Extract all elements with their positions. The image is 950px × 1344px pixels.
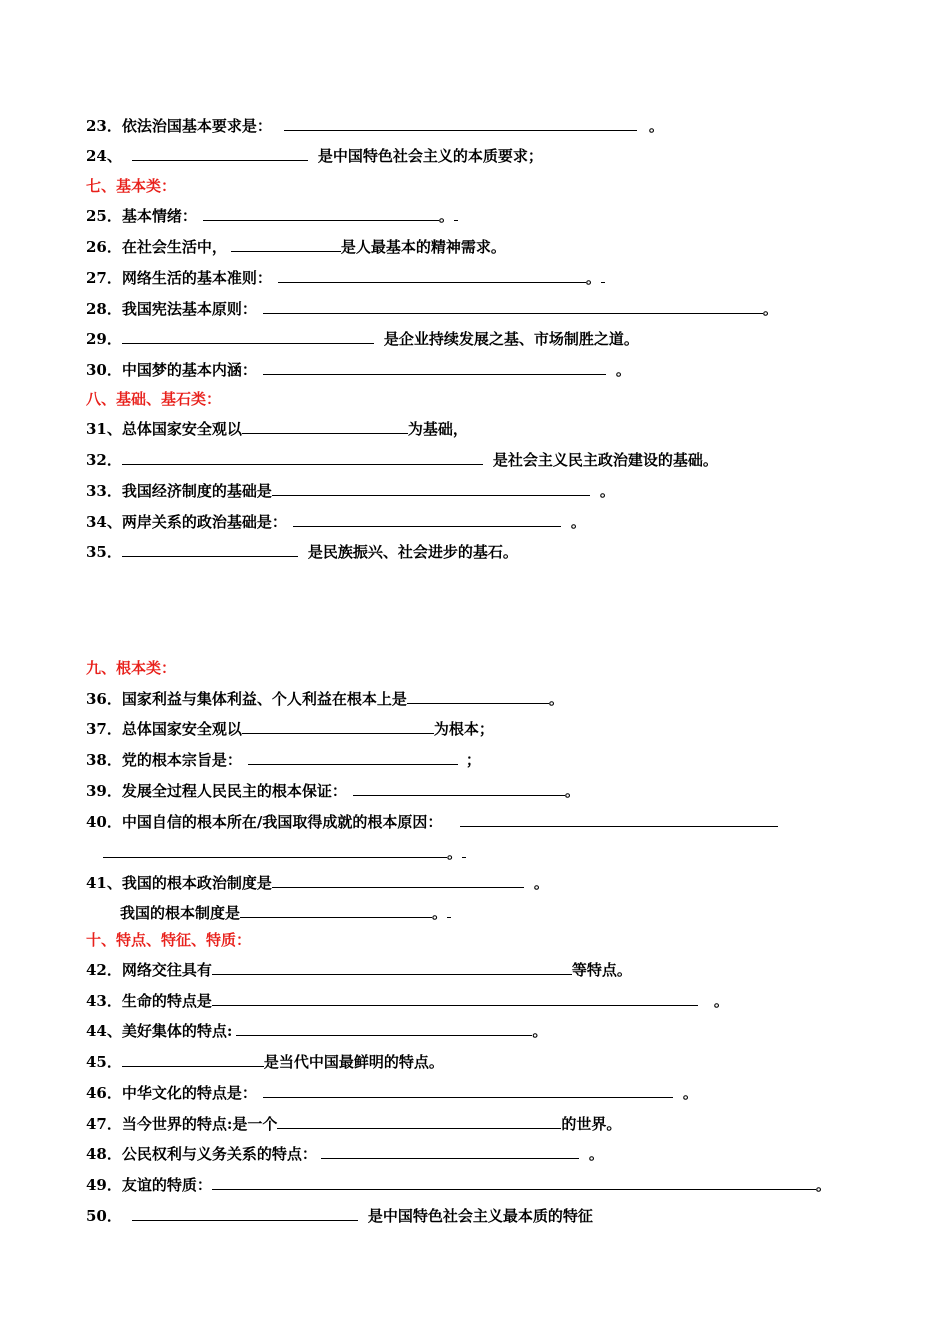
question-text: 中华文化的特点是： — [121, 1084, 257, 1102]
question-text-after: 等特点。 — [571, 961, 632, 979]
answer-blank[interactable] — [284, 115, 637, 131]
question-text-after: 。 — [599, 482, 615, 500]
question-text: 总体国家安全观以 — [121, 420, 242, 438]
question-text: 美好集体的特点: — [121, 1022, 233, 1040]
question-number: 46． — [86, 1084, 122, 1102]
question-text: 党的根本宗旨是： — [121, 751, 242, 769]
question-34 — [86, 511, 586, 532]
question-text: 在社会生活中， — [121, 238, 227, 256]
answer-blank-tail — [601, 267, 605, 283]
answer-blank[interactable] — [122, 328, 374, 344]
question-text-after: 。 — [532, 1022, 548, 1040]
question-text-after: 。 — [438, 207, 454, 225]
question-number: 34、 — [86, 513, 122, 531]
question-29 — [86, 328, 639, 349]
question-number: 29． — [86, 330, 122, 348]
question-text-after: 是民族振兴、社会进步的基石。 — [307, 543, 518, 561]
question-40-continued — [103, 842, 466, 863]
answer-blank[interactable] — [132, 1205, 358, 1221]
question-text: 网络交往具有 — [121, 961, 212, 979]
answer-blank[interactable] — [212, 990, 698, 1006]
answer-blank[interactable] — [321, 1143, 579, 1159]
question-41 — [86, 872, 549, 893]
question-39 — [86, 780, 580, 801]
question-text: 我国的根本制度是 — [120, 904, 241, 922]
section-heading-characteristics: 十、特点、特征、特质： — [86, 931, 252, 949]
answer-blank-tail — [462, 842, 466, 858]
question-47 — [86, 1113, 621, 1134]
question-text: 当今世界的特点:是一个 — [121, 1115, 278, 1133]
answer-blank[interactable] — [272, 872, 524, 888]
question-37 — [86, 718, 494, 739]
question-number: 32． — [86, 451, 122, 469]
question-text: 我国的根本政治制度是 — [121, 874, 272, 892]
question-44 — [86, 1020, 547, 1041]
question-46 — [86, 1082, 698, 1103]
question-text-after: 。 — [432, 904, 448, 922]
answer-blank[interactable] — [248, 749, 458, 765]
question-number: 23． — [86, 117, 122, 135]
question-text: 公民权利与义务关系的特点： — [121, 1145, 317, 1163]
question-number: 36． — [86, 690, 122, 708]
question-text-after: 。 — [588, 1145, 604, 1163]
question-26 — [86, 236, 506, 257]
answer-blank[interactable] — [353, 780, 565, 796]
answer-blank[interactable] — [122, 1051, 264, 1067]
answer-blank[interactable] — [263, 1082, 673, 1098]
question-number: 48． — [86, 1145, 122, 1163]
question-number: 39． — [86, 782, 122, 800]
question-text-after: 。 — [548, 690, 564, 708]
question-text-after: 。 — [615, 361, 631, 379]
question-48 — [86, 1143, 604, 1164]
question-number: 35． — [86, 543, 122, 561]
question-number: 30． — [86, 361, 122, 379]
answer-blank[interactable] — [212, 959, 572, 975]
question-text-after: 。 — [713, 992, 729, 1010]
question-45 — [86, 1051, 444, 1072]
question-number: 49． — [86, 1176, 122, 1194]
question-27 — [86, 267, 605, 288]
answer-blank[interactable] — [278, 267, 586, 283]
question-text-after: 的世界。 — [561, 1115, 622, 1133]
question-text-after: 。 — [815, 1176, 831, 1194]
question-28 — [86, 298, 778, 319]
question-text: 两岸关系的政治基础是： — [121, 513, 287, 531]
question-text: 中国自信的根本所在/我国取得成就的根本原因： — [121, 813, 443, 831]
question-38 — [86, 749, 481, 770]
question-number: 38． — [86, 751, 122, 769]
question-31 — [86, 418, 468, 439]
answer-blank[interactable] — [272, 480, 590, 496]
question-42 — [86, 959, 632, 980]
question-text-after: 是中国特色社会主义最本质的特征 — [367, 1207, 593, 1225]
question-number: 47． — [86, 1115, 122, 1133]
answer-blank[interactable] — [236, 1020, 532, 1036]
question-text-after: 。 — [447, 844, 463, 862]
answer-blank[interactable] — [203, 205, 439, 221]
question-49 — [86, 1174, 831, 1195]
answer-blank[interactable] — [122, 541, 298, 557]
answer-blank[interactable] — [460, 811, 778, 827]
question-41-sub — [120, 902, 451, 923]
answer-blank[interactable] — [132, 145, 308, 161]
answer-blank[interactable] — [407, 688, 549, 704]
question-text: 依法治国基本要求是： — [121, 117, 272, 135]
question-number: 41、 — [86, 874, 122, 892]
question-text-after: ； — [465, 751, 481, 769]
question-text-after: 。 — [533, 874, 549, 892]
question-text: 我国经济制度的基础是 — [121, 482, 272, 500]
question-text-after: 。 — [564, 782, 580, 800]
answer-blank-tail — [454, 205, 458, 221]
question-text: 总体国家安全观以 — [121, 720, 242, 738]
question-number: 28． — [86, 300, 122, 318]
question-text-after: 是企业持续发展之基、市场制胜之道。 — [383, 330, 639, 348]
question-25 — [86, 205, 458, 226]
question-text-after: 为根本； — [433, 720, 494, 738]
section-heading-basic: 七、基本类： — [86, 177, 177, 195]
question-35 — [86, 541, 518, 562]
answer-blank[interactable] — [277, 1113, 561, 1129]
question-number: 27． — [86, 269, 122, 287]
question-text: 基本情绪： — [121, 207, 197, 225]
question-number: 33． — [86, 482, 122, 500]
question-text-after: 。 — [682, 1084, 698, 1102]
question-36 — [86, 688, 564, 709]
section-heading-fundamental: 九、根本类： — [86, 659, 177, 677]
question-23 — [86, 115, 664, 136]
question-50 — [86, 1205, 593, 1226]
answer-blank[interactable] — [122, 449, 483, 465]
answer-blank[interactable] — [263, 359, 606, 375]
question-number: 37． — [86, 720, 122, 738]
question-text: 网络生活的基本准则： — [121, 269, 272, 287]
question-number: 26． — [86, 238, 122, 256]
answer-blank[interactable] — [212, 1174, 816, 1190]
question-43 — [86, 990, 729, 1011]
answer-blank[interactable] — [263, 298, 763, 314]
question-text-after: 。 — [585, 269, 601, 287]
answer-blank[interactable] — [240, 902, 432, 918]
question-text-after: 为基础， — [407, 420, 468, 438]
section-heading-foundation: 八、基础、基石类： — [86, 390, 222, 408]
question-number: 45． — [86, 1053, 122, 1071]
question-number: 25． — [86, 207, 122, 225]
question-text-after: 是当代中国最鲜明的特点。 — [263, 1053, 444, 1071]
question-number: 24、 — [86, 147, 122, 165]
question-number: 43． — [86, 992, 122, 1010]
question-text-after: 。 — [648, 117, 664, 135]
question-text: 国家利益与集体利益、个人利益在根本上是 — [121, 690, 407, 708]
answer-blank[interactable] — [242, 718, 434, 734]
answer-blank-tail — [447, 902, 451, 918]
question-30 — [86, 359, 631, 380]
question-number: 31、 — [86, 420, 122, 438]
question-text-after: 是人最基本的精神需求。 — [340, 238, 506, 256]
question-text: 生命的特点是 — [121, 992, 212, 1010]
question-text: 友谊的特质： — [121, 1176, 212, 1194]
answer-blank[interactable] — [242, 418, 408, 434]
question-text-after: 是社会主义民主政治建设的基础。 — [492, 451, 718, 469]
question-text: 我国宪法基本原则： — [121, 300, 257, 318]
answer-blank[interactable] — [293, 511, 561, 527]
question-24 — [86, 145, 543, 166]
answer-blank[interactable] — [231, 236, 341, 252]
question-number: 40． — [86, 813, 122, 831]
question-text-after: 是中国特色社会主义的本质要求； — [317, 147, 543, 165]
question-number: 44、 — [86, 1022, 122, 1040]
question-text: 发展全过程人民民主的根本保证： — [121, 782, 347, 800]
answer-blank[interactable] — [103, 842, 447, 858]
question-text-after: 。 — [570, 513, 586, 531]
question-number: 50． — [86, 1207, 122, 1225]
question-32 — [86, 449, 718, 470]
question-33 — [86, 480, 615, 501]
question-text-after: 。 — [762, 300, 778, 318]
question-text: 中国梦的基本内涵： — [121, 361, 257, 379]
question-number: 42． — [86, 961, 122, 979]
question-40 — [86, 811, 778, 832]
